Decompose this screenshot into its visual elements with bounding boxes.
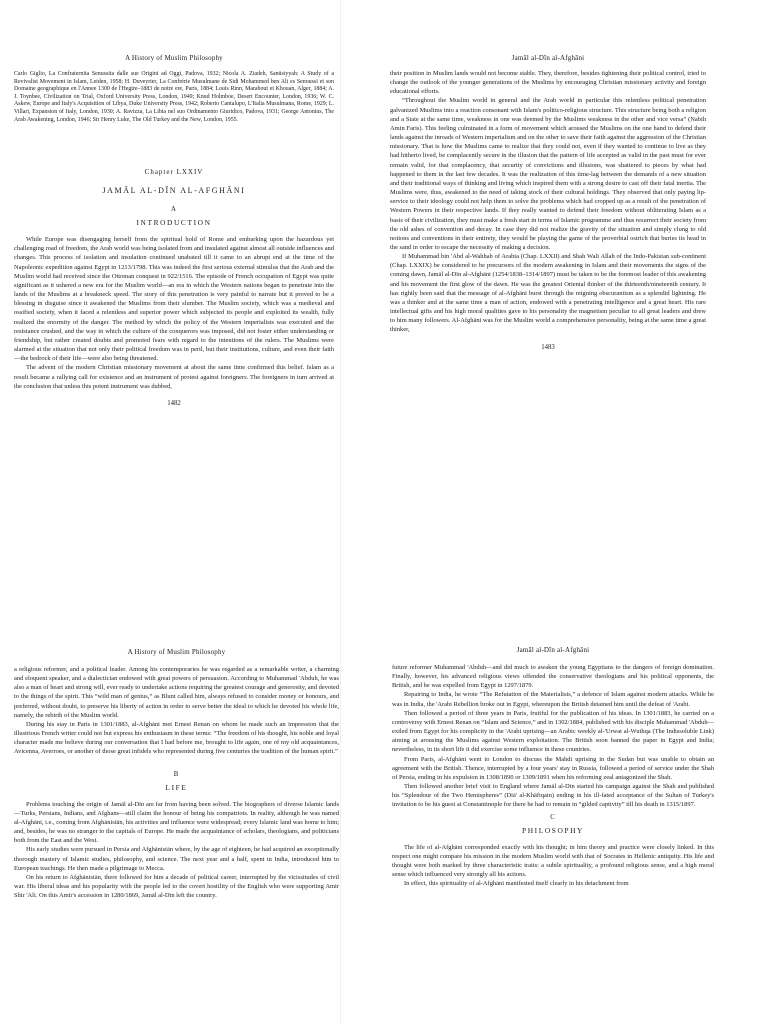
paragraph: In effect, this spirituality of al-Afghāni manifested itself clearly in his detachment from (404, 880, 629, 888)
paragraph: During his stay in Paris in 1301/1883, al-Afghāni met Ernest Renan on whom he made such an impression that the illustrious French writer could not but express his enthusiasm in these terms: “The freedom of his thought, his noble and loyal character made me believe during our conversation that I had before me, brought to life again, one of my old acquaintances, Avicenna, Averroes, or another of those great infidels who represented during five centuries the tradition of the human spirit.” (14, 720, 339, 756)
page-number: 1483 (541, 343, 555, 351)
paragraph: Then followed another brief visit to England where Jamāl al-Dīn started his campaign against the Shah and published his “Splendour of the Two Hemispheres” (Diā' al-Khāfiqain) ending in his ill-fated acceptance of the Sultan of Turkey's invitation to be his guest at Constantinople for there he had to remain in “gilded captivity” till his death in 1315/1897. (392, 783, 714, 809)
paragraph: “Throughout the Muslim world in general and the Arab world in particular this relentless political penetration galvanized Muslims into a reaction consonant with Islam's politico-religious structure. This structure being both a religion and a State at the same time, weakness in one was deemed by the Muslims weakness in the other and vice versa” (Nabih Amin Faris). This feeling culminated in a form of movement which aroused the Muslims on the one hand to defend their lands against the inroads of Western imperialism and on the other to save their faith against the aggression of the Christian missionary. That is how the Muslims came to realize that they could not, even if they wanted to continue to live as they had hitherto lived, be complacently secure in the illusion that the pattern of life accepted as valid in the past must for ever remain valid, for that complacency, that security of convictions and illusions, was shattered to pieces by what had happened to them in the last few decades. It was the realization of this time-lag between the demands of a new situation and their traditional ways of thinking and living which inspired them with a strong desire to cast off their fatal inertia. The Muslims were, thus, awakened to the need of taking stock of their cultural holdings. They observed that only paying lip-service to their ideology could not help them to solve the problems which had cropped up as a result of the penetration of Western Powers in their respective lands. If they really wanted to defend their freedom without obliterating Islam as a basis of their civilization, they must make a fresh start in terms of Islamic programme and thus resurrect their society from the old ashes of convention and decay. In case they did not realize the gravity of the situation and simply clung to old notions and conventions in their entirety, they would be playing the game of the proverbial ostrich that buries its head in the sand in order to escape the necessity of making a decision. (390, 97, 706, 251)
running-head: Jamāl al-Dīn al-Afghāni (511, 54, 585, 62)
paragraph: While Europe was disengaging herself from the spiritual hold of Rome and embarking upon the hazardous yet challenging road of freedom, the Arab world was being isolated from and insulated against almost all outside influences and changes. This process of isolation and insulation continued unabated till it came to an abrupt end at the time of the Napoleonic expedition against Egypt in 1213/1798. This was indeed the first serious external stimulus that the Arab and the Muslim world had received since the Ottoman conquest in 922/1516. The episode of French occupation of Egypt was quite significant as it ushered a new era for the Muslim world—an era in which the Western nations began to penetrate into the lands of the Muslims at a breakneck speed. The story of this penetration is very painful to narrate but it proved to be a blessing in disguise since it awakened the Muslims from their slumber. The Muslim society, which was a medieval and ossified society, when it faced a relentless and superior power which subjected its people and exploited its wealth, fully realized the enormity of the danger. The method by which the policy of the Western imperialists was executed and the resistance crushed, and the way in which the culture of the conquerors was imposed, did not foster either understanding or friendship, but rather created doubts and promoted fears with regard to the intentions of the rulers. The Muslims were alarmed at the situation that not only their political freedom was in peril, but their institutions, culture, and even their faith—the bedrock of their life—were also being threatened. (14, 236, 334, 363)
paragraph: The advent of the modern Christian missionary movement at about the same time confirmed this belief. Islam as a result became a rallying call for existence and an instrument of protest against foreigners. The foreigners in turn arrived at the conclusion that unless this potent instrument was dubbed, (14, 364, 334, 390)
running-head: A History of Muslim Philosophy (125, 54, 223, 62)
section-title: PHILOSOPHY (522, 825, 584, 835)
running-head: Jamāl al-Dīn al-Afghāni (516, 646, 590, 654)
section-letter: C (550, 813, 556, 821)
paragraph: Repairing to India, he wrote “The Refutation of the Materialists,” a defence of Islam against modern attacks. While he was in India, the 'Arabi Rebellion broke out in Egypt, whereupon the British detained him until the defeat of 'Arabi. (392, 691, 714, 708)
section-title: LIFE (165, 782, 188, 792)
paragraph: The life of al-Afghāni corresponded exactly with his thought; in him theory and practice were closely linked. In this respect one might compare his mission in the modern Muslim world with that of Socrates in Hellenic antiquity. His life and thought were both marked by three characteristic traits: a subtle spirituality, a profound religious sense, and a high moral sense which influenced very strongly all his actions. (392, 843, 714, 878)
paragraph: their position in Muslim lands would not become stable. They, therefore, besides tightening their political control, tried to change the outlook of the younger generations of the Muslims by encouraging Christian missionary activity and foreign educational efforts. (390, 70, 706, 96)
section-letter: A (171, 206, 177, 214)
page-1485 (392, 646, 714, 1024)
chapter-label: Chapter LXXIV (144, 168, 204, 177)
running-head: A History of Muslim Philosophy (127, 648, 226, 656)
page-number: 1482 (167, 399, 181, 407)
section-title: INTRODUCTION (136, 218, 212, 228)
paragraph: a religious reformer, and a political leader. Among his contemporaries he was regarded as a remarkable writer, a charming and eloquent speaker, and a dialectician endowed with great powers of persuasion. According to Muhammad 'Abduh, he was also a man of heart and strong will, ever ready to undertake actions requiring the greatest courage and generosity, and devoted to the things of the spirit. This “wild man of genius,” as Blunt called him, always refused to consider money or honours, and preferred, without doubt, to preserve his liberty of action in order to serve better the ideal to which he devoted his whole life, namely, the rebirth of the Muslim world. (14, 666, 339, 719)
paragraph: Problems touching the origin of Jamāl al-Dīn are far from having been solved. The biographers of diverse Islamic lands—Turks, Persians, Indians, and Afghans—still claim the honour of being his compatriots. In reality, although he was named al-Afghāni, i.e., coming from Afghānistān, his activities and influence were widespread; every Islamic land was home to him; and, besides, he was no stranger to the capitals of Europe. He made the acquaintance of scholars, theologians, and politicians both from the East and the West. (14, 800, 339, 845)
page-1484 (14, 648, 339, 1024)
bibliography: Carlo Giglio, La Confraternita Senussita dalle sue Origini ad Oggi, Padova, 1932; Nicola A. Ziadeh, Sanūsiyyah: A Study of a Revivalist Movement in Islam, Leiden, 1958; H. Duveyrier, La Confrérie Musulmane de Sidi Mohammed ben Ali es Senoussi et son Domaine geographique en l'Annee 1300 de l'Hegire–1883 de notre ere, Paris, 1884; Louis Rinn, Marabout et Khouan, Alger, 1884; A. J. Toynbee, Civilization on Trial, Oxford University Press, London, 1949; Knud Holmboe, Desert Encounter, London, 1936; W. C. Askew, Europe and Italy's Acquisition of Libya, Duke University Press, 1942; Roberto Cantalupo, L'Italia Musulmana, Rome, 1929; L. Villari, Expansion of Italy, London, 1930; A. Ravizza, La Libia nel suo Ordinamento Giuridico, Padova, 1931; George Antonius, The Arab Awakening, London, 1946; Sir Henry Luke, The Old Turkey and the New, London, 1955. (14, 71, 334, 123)
page-1483 (390, 54, 706, 574)
paragraph: If Muhammad bin 'Abd al-Wahhab of Arabia (Chap. LXXII) and Shah Wali Allah of the Indo-Pakistan sub-continent (Chap. LXXIX) be considered to be precursors of the modern awakening in Islam and their movements the signs of the coming dawn, Jamāl al-Dīn al-Afghāni (1254/1838–1314/1897) must be taken to be the foremost leader of this awakening and his movement the first glow of the dawn. He was the greatest Oriental thinker of the thirteenth/nineteenth century. It has rightly been said that the message of al-Afghāni burst through the reigning obscurantism as a splendid lightning. He was a thinker and at the same time a man of action, endowed with a penetrating intelligence and a great heart. His rare intellectual gifts and his high moral qualities gave to his personality the magnetism peculiar to all great leaders and drew to him many followers. Al-Afghāni was for the Muslim world a comprehensive personality, being at the same time a great thinker, (390, 253, 706, 334)
page-1482 (14, 54, 334, 564)
section-letter: B (173, 770, 180, 778)
gutter-divider (340, 0, 341, 1024)
paragraph: From Paris, al-Afghāni went to London to discuss the Mahdi uprising in the Sudan but was unable to obtain an agreement with the British. Thence, interrupted by a four years' stay in Russia, followed a period of service under the Shah of Persia, ending in his expulsion in 1308/1890 or 1309/1891 when his reforming zeal antagonized the Shah. (392, 755, 714, 781)
paragraph: On his return to Afghānistān, there followed for him a decade of political career, interrupted by the vicissitudes of civil war. His liberal ideas and his popularity with the people led to the covert hostility of the English who were supporting Amir Shir 'Ali. On this Amir's accession in 1280/1869, Jamāl al-Dīn left the country. (14, 873, 339, 900)
chapter-title: JAMĀL AL-DĪN AL-AFGHĀNI (102, 186, 246, 196)
paragraph: Then followed a period of three years in Paris, fruitful for the publication of his ideas. In 1301/1883, he carried on a controversy with Ernest Renan on “Islam and Science,” and in 1302/1884, published with his disciple Muhammad 'Abduh—exiled from Egypt for his complicity in the 'Arabi uprising—an Arabic weekly al-'Urwat al-Wuthqa (The Indissoluble Link) aiming at arousing the Muslims against Western exploitation. The British soon banned the paper in Egypt and India; nevertheless, in its short life it did exercise some influence in these countries. (392, 709, 714, 754)
paragraph: future reformer Muhammad 'Abduh—and did much to awaken the young Egyptians to the dangers of foreign domination. Finally, however, his advanced religious views offended the conservative theologians and his political opponents, the British, and he was expelled from Egypt in 1297/1879. (392, 664, 714, 690)
paragraph: His early studies were pursued in Persia and Afghānistān where, by the age of eighteen, he had acquired an exceptionally thorough mastery of Islamic studies, philosophy, and science. The next year and a half, spent in India, introduced him to European teachings. He then made a pilgrimage to Mecca. (14, 846, 339, 872)
